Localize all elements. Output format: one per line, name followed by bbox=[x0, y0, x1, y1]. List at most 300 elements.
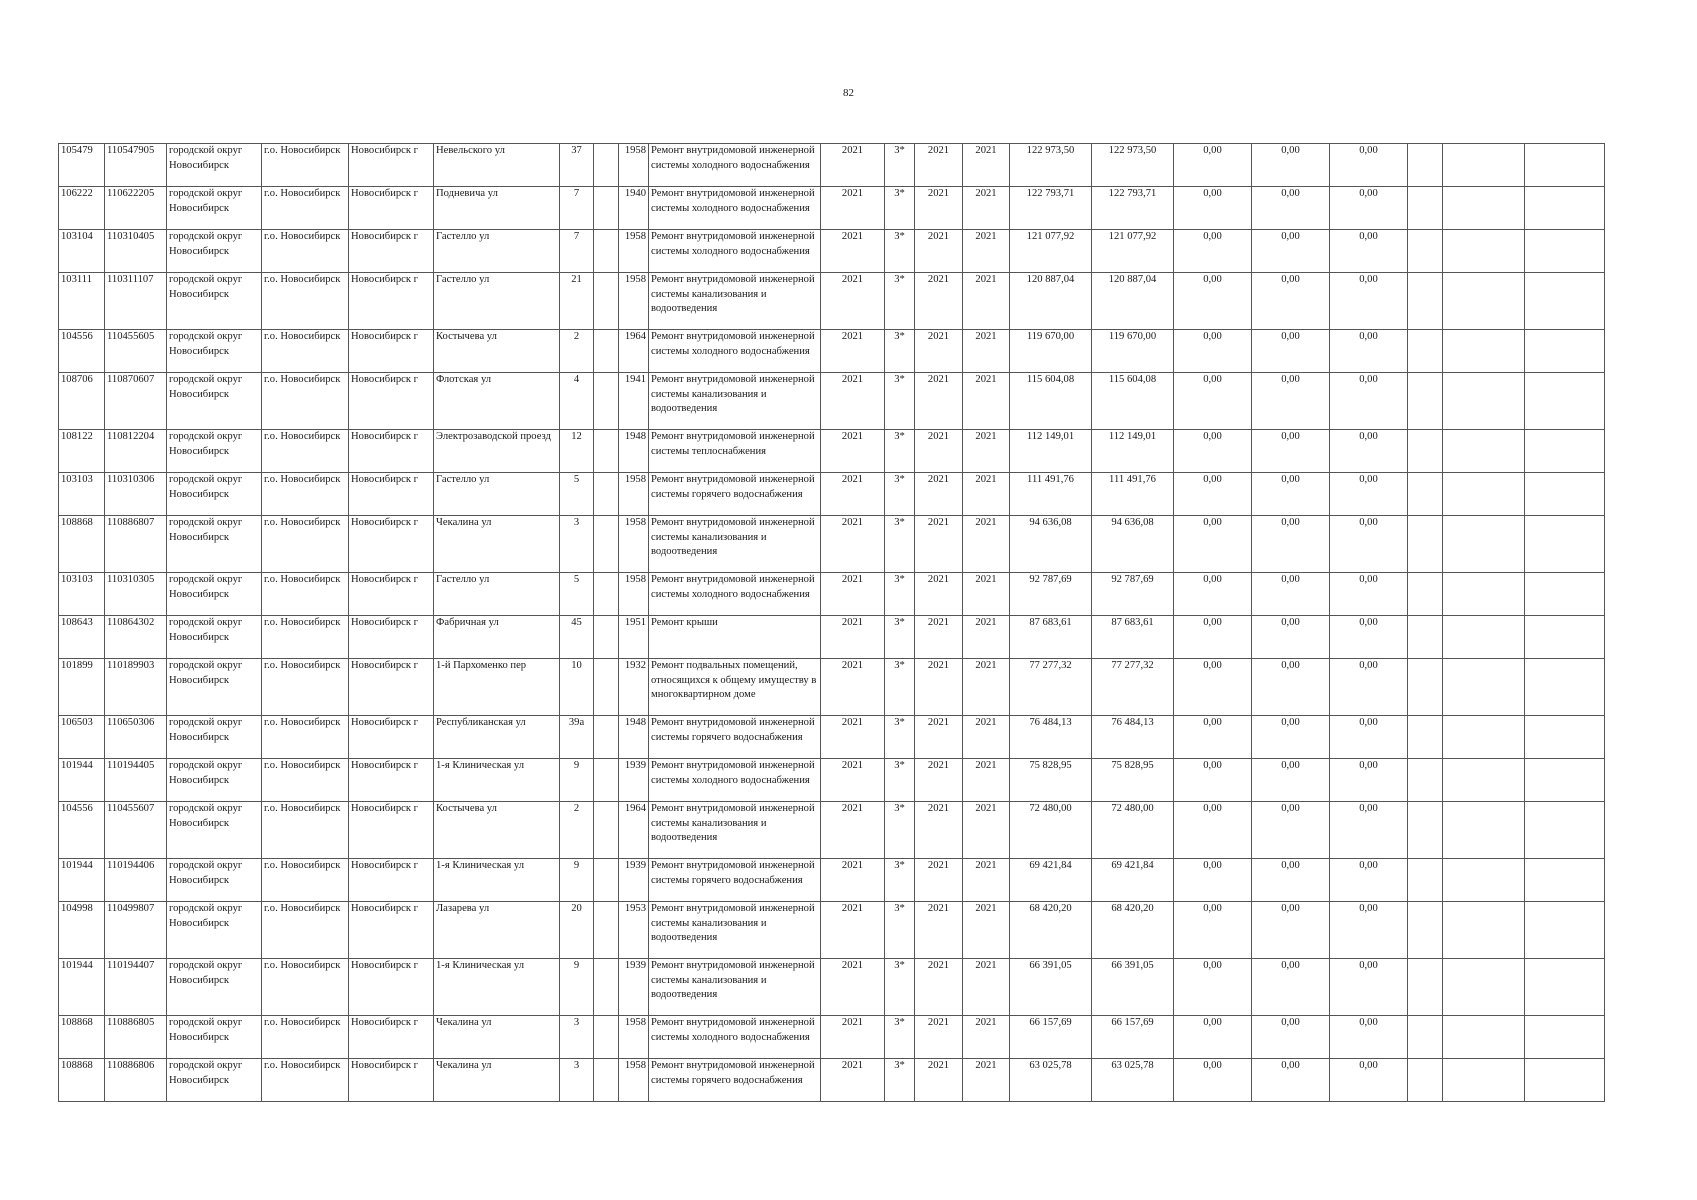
cell-empty bbox=[594, 144, 619, 187]
cell-fund-2: 0,00 bbox=[1252, 430, 1330, 473]
cell-extra-3 bbox=[1525, 273, 1605, 330]
cell-street: Гастелло ул bbox=[434, 573, 560, 616]
cell-work-type: Ремонт внутридомовой инженерной системы холодного водоснабжения bbox=[649, 759, 821, 802]
cell-extra-3 bbox=[1525, 802, 1605, 859]
cell-year-start: 2021 bbox=[821, 430, 885, 473]
cell-extra-1 bbox=[1408, 959, 1443, 1016]
cell-empty bbox=[594, 616, 619, 659]
cell-mark: 3* bbox=[885, 516, 915, 573]
cell-empty bbox=[594, 959, 619, 1016]
cell-code: 110310306 bbox=[105, 473, 167, 516]
cell-sum-fund: 75 828,95 bbox=[1092, 759, 1174, 802]
cell-year-end: 2021 bbox=[963, 716, 1010, 759]
cell-code: 110870607 bbox=[105, 373, 167, 430]
cell-id: 104998 bbox=[59, 902, 105, 959]
cell-municipality-short: г.о. Новосибирск bbox=[262, 330, 349, 373]
cell-extra-2 bbox=[1443, 273, 1525, 330]
table-row bbox=[59, 573, 1605, 616]
cell-code: 110194407 bbox=[105, 959, 167, 1016]
cell-code: 110310305 bbox=[105, 573, 167, 616]
cell-code: 110622205 bbox=[105, 187, 167, 230]
cell-city: Новосибирск г bbox=[349, 573, 434, 616]
cell-fund-3: 0,00 bbox=[1330, 330, 1408, 373]
page-number: 82 bbox=[843, 87, 854, 99]
cell-street: Республиканская ул bbox=[434, 716, 560, 759]
cell-extra-3 bbox=[1525, 659, 1605, 716]
cell-municipality: городской округ Новосибирск bbox=[167, 330, 262, 373]
cell-extra-1 bbox=[1408, 859, 1443, 902]
cell-sum-fund: 72 480,00 bbox=[1092, 802, 1174, 859]
cell-fund-2: 0,00 bbox=[1252, 187, 1330, 230]
cell-fund-2: 0,00 bbox=[1252, 716, 1330, 759]
cell-fund-3: 0,00 bbox=[1330, 759, 1408, 802]
cell-municipality: городской округ Новосибирск bbox=[167, 573, 262, 616]
cell-street: 1-я Клиническая ул bbox=[434, 759, 560, 802]
cell-sum-total: 122 973,50 bbox=[1010, 144, 1092, 187]
cell-work-type: Ремонт подвальных помещений, относящихся к общему имуществу в многоквартирном доме bbox=[649, 659, 821, 716]
cell-house: 9 bbox=[560, 759, 594, 802]
cell-work-type: Ремонт внутридомовой инженерной системы холодного водоснабжения bbox=[649, 144, 821, 187]
cell-street: Фабричная ул bbox=[434, 616, 560, 659]
cell-year-end: 2021 bbox=[963, 1059, 1010, 1102]
cell-mark: 3* bbox=[885, 273, 915, 330]
table-row bbox=[59, 373, 1605, 430]
cell-build-year: 1964 bbox=[619, 330, 649, 373]
cell-house: 5 bbox=[560, 473, 594, 516]
cell-mark: 3* bbox=[885, 802, 915, 859]
cell-sum-total: 92 787,69 bbox=[1010, 573, 1092, 616]
cell-id: 108643 bbox=[59, 616, 105, 659]
cell-year-start: 2021 bbox=[821, 330, 885, 373]
cell-year-end: 2021 bbox=[963, 959, 1010, 1016]
cell-id: 103104 bbox=[59, 230, 105, 273]
cell-municipality: городской округ Новосибирск bbox=[167, 616, 262, 659]
cell-street: 1-я Клиническая ул bbox=[434, 959, 560, 1016]
cell-id: 103111 bbox=[59, 273, 105, 330]
cell-work-type: Ремонт внутридомовой инженерной системы горячего водоснабжения bbox=[649, 716, 821, 759]
cell-year-start: 2021 bbox=[821, 1059, 885, 1102]
cell-house: 20 bbox=[560, 902, 594, 959]
cell-sum-fund: 111 491,76 bbox=[1092, 473, 1174, 516]
cell-extra-1 bbox=[1408, 716, 1443, 759]
cell-extra-3 bbox=[1525, 1059, 1605, 1102]
cell-extra-2 bbox=[1443, 230, 1525, 273]
cell-extra-2 bbox=[1443, 759, 1525, 802]
cell-year-plan: 2021 bbox=[915, 1016, 963, 1059]
cell-build-year: 1948 bbox=[619, 716, 649, 759]
cell-extra-3 bbox=[1525, 473, 1605, 516]
cell-extra-1 bbox=[1408, 516, 1443, 573]
cell-municipality: городской округ Новосибирск bbox=[167, 859, 262, 902]
cell-mark: 3* bbox=[885, 473, 915, 516]
cell-municipality-short: г.о. Новосибирск bbox=[262, 430, 349, 473]
cell-work-type: Ремонт внутридомовой инженерной системы теплоснабжения bbox=[649, 430, 821, 473]
cell-municipality-short: г.о. Новосибирск bbox=[262, 230, 349, 273]
cell-municipality-short: г.о. Новосибирск bbox=[262, 373, 349, 430]
cell-municipality-short: г.о. Новосибирск bbox=[262, 516, 349, 573]
cell-build-year: 1958 bbox=[619, 144, 649, 187]
cell-house: 7 bbox=[560, 230, 594, 273]
cell-build-year: 1940 bbox=[619, 187, 649, 230]
cell-sum-total: 69 421,84 bbox=[1010, 859, 1092, 902]
cell-fund-3: 0,00 bbox=[1330, 802, 1408, 859]
cell-extra-2 bbox=[1443, 330, 1525, 373]
cell-empty bbox=[594, 1059, 619, 1102]
cell-year-plan: 2021 bbox=[915, 516, 963, 573]
cell-build-year: 1958 bbox=[619, 473, 649, 516]
cell-municipality-short: г.о. Новосибирск bbox=[262, 759, 349, 802]
cell-year-end: 2021 bbox=[963, 859, 1010, 902]
cell-id: 104556 bbox=[59, 802, 105, 859]
cell-build-year: 1958 bbox=[619, 1059, 649, 1102]
cell-city: Новосибирск г bbox=[349, 759, 434, 802]
cell-mark: 3* bbox=[885, 902, 915, 959]
cell-house: 7 bbox=[560, 187, 594, 230]
cell-extra-1 bbox=[1408, 330, 1443, 373]
cell-house: 37 bbox=[560, 144, 594, 187]
cell-extra-2 bbox=[1443, 659, 1525, 716]
cell-fund-3: 0,00 bbox=[1330, 1016, 1408, 1059]
cell-work-type: Ремонт внутридомовой инженерной системы холодного водоснабжения bbox=[649, 187, 821, 230]
cell-empty bbox=[594, 802, 619, 859]
cell-city: Новосибирск г bbox=[349, 373, 434, 430]
cell-mark: 3* bbox=[885, 759, 915, 802]
cell-municipality: городской округ Новосибирск bbox=[167, 759, 262, 802]
cell-id: 106503 bbox=[59, 716, 105, 759]
cell-empty bbox=[594, 659, 619, 716]
cell-year-plan: 2021 bbox=[915, 473, 963, 516]
cell-year-end: 2021 bbox=[963, 573, 1010, 616]
cell-work-type: Ремонт внутридомовой инженерной системы холодного водоснабжения bbox=[649, 1016, 821, 1059]
cell-extra-2 bbox=[1443, 144, 1525, 187]
cell-sum-total: 112 149,01 bbox=[1010, 430, 1092, 473]
cell-work-type: Ремонт внутридомовой инженерной системы холодного водоснабжения bbox=[649, 230, 821, 273]
cell-work-type: Ремонт внутридомовой инженерной системы канализования и водоотведения bbox=[649, 959, 821, 1016]
cell-extra-3 bbox=[1525, 716, 1605, 759]
cell-build-year: 1958 bbox=[619, 573, 649, 616]
cell-mark: 3* bbox=[885, 859, 915, 902]
cell-fund-2: 0,00 bbox=[1252, 1016, 1330, 1059]
cell-fund-1: 0,00 bbox=[1174, 516, 1252, 573]
cell-fund-3: 0,00 bbox=[1330, 859, 1408, 902]
cell-sum-fund: 119 670,00 bbox=[1092, 330, 1174, 373]
cell-year-end: 2021 bbox=[963, 430, 1010, 473]
cell-build-year: 1958 bbox=[619, 230, 649, 273]
cell-house: 3 bbox=[560, 1059, 594, 1102]
capital-repair-table bbox=[58, 143, 1605, 1102]
cell-mark: 3* bbox=[885, 573, 915, 616]
cell-house: 3 bbox=[560, 1016, 594, 1059]
cell-fund-2: 0,00 bbox=[1252, 230, 1330, 273]
cell-empty bbox=[594, 573, 619, 616]
cell-year-start: 2021 bbox=[821, 516, 885, 573]
cell-fund-1: 0,00 bbox=[1174, 1059, 1252, 1102]
cell-municipality: городской округ Новосибирск bbox=[167, 716, 262, 759]
cell-code: 110886805 bbox=[105, 1016, 167, 1059]
cell-extra-3 bbox=[1525, 430, 1605, 473]
cell-extra-3 bbox=[1525, 230, 1605, 273]
cell-sum-fund: 76 484,13 bbox=[1092, 716, 1174, 759]
cell-sum-fund: 92 787,69 bbox=[1092, 573, 1174, 616]
cell-municipality: городской округ Новосибирск bbox=[167, 144, 262, 187]
cell-sum-fund: 87 683,61 bbox=[1092, 616, 1174, 659]
cell-year-plan: 2021 bbox=[915, 659, 963, 716]
cell-work-type: Ремонт внутридомовой инженерной системы горячего водоснабжения bbox=[649, 1059, 821, 1102]
cell-extra-3 bbox=[1525, 616, 1605, 659]
cell-city: Новосибирск г bbox=[349, 659, 434, 716]
cell-sum-total: 66 157,69 bbox=[1010, 1016, 1092, 1059]
cell-fund-2: 0,00 bbox=[1252, 659, 1330, 716]
table-row bbox=[59, 473, 1605, 516]
cell-extra-1 bbox=[1408, 144, 1443, 187]
cell-code: 110547905 bbox=[105, 144, 167, 187]
cell-street: 1-я Клиническая ул bbox=[434, 859, 560, 902]
cell-sum-total: 122 793,71 bbox=[1010, 187, 1092, 230]
cell-extra-1 bbox=[1408, 1059, 1443, 1102]
cell-empty bbox=[594, 902, 619, 959]
cell-city: Новосибирск г bbox=[349, 1016, 434, 1059]
cell-work-type: Ремонт внутридомовой инженерной системы канализования и водоотведения bbox=[649, 516, 821, 573]
cell-build-year: 1939 bbox=[619, 959, 649, 1016]
cell-year-start: 2021 bbox=[821, 573, 885, 616]
cell-street: Чекалина ул bbox=[434, 516, 560, 573]
cell-sum-fund: 94 636,08 bbox=[1092, 516, 1174, 573]
cell-fund-2: 0,00 bbox=[1252, 144, 1330, 187]
cell-fund-1: 0,00 bbox=[1174, 273, 1252, 330]
cell-build-year: 1953 bbox=[619, 902, 649, 959]
cell-fund-3: 0,00 bbox=[1330, 230, 1408, 273]
cell-sum-total: 115 604,08 bbox=[1010, 373, 1092, 430]
cell-sum-total: 66 391,05 bbox=[1010, 959, 1092, 1016]
cell-fund-3: 0,00 bbox=[1330, 273, 1408, 330]
cell-empty bbox=[594, 330, 619, 373]
cell-fund-1: 0,00 bbox=[1174, 430, 1252, 473]
cell-sum-total: 87 683,61 bbox=[1010, 616, 1092, 659]
cell-fund-2: 0,00 bbox=[1252, 373, 1330, 430]
cell-house: 9 bbox=[560, 959, 594, 1016]
cell-fund-1: 0,00 bbox=[1174, 144, 1252, 187]
cell-fund-3: 0,00 bbox=[1330, 144, 1408, 187]
cell-mark: 3* bbox=[885, 1059, 915, 1102]
cell-id: 103103 bbox=[59, 573, 105, 616]
table-row bbox=[59, 902, 1605, 959]
cell-year-start: 2021 bbox=[821, 1016, 885, 1059]
cell-fund-3: 0,00 bbox=[1330, 902, 1408, 959]
cell-id: 103103 bbox=[59, 473, 105, 516]
cell-extra-2 bbox=[1443, 616, 1525, 659]
cell-fund-2: 0,00 bbox=[1252, 330, 1330, 373]
cell-work-type: Ремонт крыши bbox=[649, 616, 821, 659]
cell-street: Гастелло ул bbox=[434, 273, 560, 330]
cell-empty bbox=[594, 273, 619, 330]
cell-street: Невельского ул bbox=[434, 144, 560, 187]
table-row bbox=[59, 187, 1605, 230]
cell-build-year: 1941 bbox=[619, 373, 649, 430]
cell-fund-3: 0,00 bbox=[1330, 473, 1408, 516]
cell-street: Гастелло ул bbox=[434, 473, 560, 516]
cell-year-plan: 2021 bbox=[915, 616, 963, 659]
cell-year-plan: 2021 bbox=[915, 1059, 963, 1102]
cell-extra-1 bbox=[1408, 373, 1443, 430]
cell-sum-total: 121 077,92 bbox=[1010, 230, 1092, 273]
cell-extra-2 bbox=[1443, 716, 1525, 759]
cell-extra-3 bbox=[1525, 902, 1605, 959]
cell-mark: 3* bbox=[885, 716, 915, 759]
cell-sum-total: 111 491,76 bbox=[1010, 473, 1092, 516]
cell-year-end: 2021 bbox=[963, 187, 1010, 230]
cell-fund-1: 0,00 bbox=[1174, 230, 1252, 273]
cell-sum-total: 75 828,95 bbox=[1010, 759, 1092, 802]
cell-street: Флотская ул bbox=[434, 373, 560, 430]
cell-house: 12 bbox=[560, 430, 594, 473]
cell-id: 108122 bbox=[59, 430, 105, 473]
cell-year-start: 2021 bbox=[821, 473, 885, 516]
cell-street: 1-й Пархоменко пер bbox=[434, 659, 560, 716]
cell-sum-fund: 121 077,92 bbox=[1092, 230, 1174, 273]
cell-extra-1 bbox=[1408, 616, 1443, 659]
cell-year-end: 2021 bbox=[963, 473, 1010, 516]
cell-sum-total: 120 887,04 bbox=[1010, 273, 1092, 330]
cell-sum-total: 119 670,00 bbox=[1010, 330, 1092, 373]
cell-extra-2 bbox=[1443, 430, 1525, 473]
cell-extra-1 bbox=[1408, 902, 1443, 959]
cell-empty bbox=[594, 373, 619, 430]
cell-street: Чекалина ул bbox=[434, 1059, 560, 1102]
table-row bbox=[59, 516, 1605, 573]
cell-municipality-short: г.о. Новосибирск bbox=[262, 859, 349, 902]
cell-sum-fund: 115 604,08 bbox=[1092, 373, 1174, 430]
cell-municipality-short: г.о. Новосибирск bbox=[262, 659, 349, 716]
cell-year-plan: 2021 bbox=[915, 902, 963, 959]
cell-year-start: 2021 bbox=[821, 716, 885, 759]
cell-empty bbox=[594, 187, 619, 230]
cell-extra-2 bbox=[1443, 859, 1525, 902]
cell-fund-1: 0,00 bbox=[1174, 859, 1252, 902]
cell-extra-3 bbox=[1525, 1016, 1605, 1059]
cell-year-plan: 2021 bbox=[915, 959, 963, 1016]
cell-fund-1: 0,00 bbox=[1174, 330, 1252, 373]
cell-fund-1: 0,00 bbox=[1174, 659, 1252, 716]
cell-fund-2: 0,00 bbox=[1252, 802, 1330, 859]
cell-sum-total: 77 277,32 bbox=[1010, 659, 1092, 716]
cell-sum-total: 76 484,13 bbox=[1010, 716, 1092, 759]
cell-fund-1: 0,00 bbox=[1174, 616, 1252, 659]
cell-street: Гастелло ул bbox=[434, 230, 560, 273]
table-row bbox=[59, 230, 1605, 273]
cell-fund-3: 0,00 bbox=[1330, 659, 1408, 716]
cell-fund-2: 0,00 bbox=[1252, 859, 1330, 902]
table-row bbox=[59, 1016, 1605, 1059]
cell-extra-2 bbox=[1443, 373, 1525, 430]
cell-year-start: 2021 bbox=[821, 802, 885, 859]
cell-sum-fund: 120 887,04 bbox=[1092, 273, 1174, 330]
cell-sum-fund: 112 149,01 bbox=[1092, 430, 1174, 473]
cell-id: 101899 bbox=[59, 659, 105, 716]
cell-extra-1 bbox=[1408, 473, 1443, 516]
cell-extra-3 bbox=[1525, 144, 1605, 187]
cell-extra-2 bbox=[1443, 1059, 1525, 1102]
cell-sum-fund: 122 793,71 bbox=[1092, 187, 1174, 230]
cell-year-end: 2021 bbox=[963, 516, 1010, 573]
cell-extra-2 bbox=[1443, 959, 1525, 1016]
cell-city: Новосибирск г bbox=[349, 1059, 434, 1102]
cell-year-start: 2021 bbox=[821, 759, 885, 802]
cell-code: 110310405 bbox=[105, 230, 167, 273]
cell-work-type: Ремонт внутридомовой инженерной системы канализования и водоотведения bbox=[649, 273, 821, 330]
table-row bbox=[59, 616, 1605, 659]
cell-id: 101944 bbox=[59, 759, 105, 802]
cell-fund-2: 0,00 bbox=[1252, 959, 1330, 1016]
cell-municipality-short: г.о. Новосибирск bbox=[262, 1016, 349, 1059]
cell-fund-3: 0,00 bbox=[1330, 959, 1408, 1016]
cell-work-type: Ремонт внутридомовой инженерной системы канализования и водоотведения bbox=[649, 902, 821, 959]
cell-fund-1: 0,00 bbox=[1174, 473, 1252, 516]
cell-extra-1 bbox=[1408, 1016, 1443, 1059]
cell-sum-total: 63 025,78 bbox=[1010, 1059, 1092, 1102]
cell-fund-1: 0,00 bbox=[1174, 573, 1252, 616]
cell-empty bbox=[594, 473, 619, 516]
cell-house: 3 bbox=[560, 516, 594, 573]
table-body bbox=[59, 144, 1605, 1102]
cell-fund-1: 0,00 bbox=[1174, 1016, 1252, 1059]
cell-fund-3: 0,00 bbox=[1330, 573, 1408, 616]
cell-id: 104556 bbox=[59, 330, 105, 373]
cell-street: Чекалина ул bbox=[434, 1016, 560, 1059]
cell-year-end: 2021 bbox=[963, 759, 1010, 802]
cell-municipality: городской округ Новосибирск bbox=[167, 902, 262, 959]
cell-empty bbox=[594, 230, 619, 273]
cell-municipality-short: г.о. Новосибирск bbox=[262, 187, 349, 230]
table-row bbox=[59, 959, 1605, 1016]
cell-municipality-short: г.о. Новосибирск bbox=[262, 802, 349, 859]
cell-year-start: 2021 bbox=[821, 659, 885, 716]
cell-extra-1 bbox=[1408, 187, 1443, 230]
cell-extra-2 bbox=[1443, 1016, 1525, 1059]
cell-sum-total: 94 636,08 bbox=[1010, 516, 1092, 573]
cell-year-end: 2021 bbox=[963, 802, 1010, 859]
cell-mark: 3* bbox=[885, 230, 915, 273]
cell-code: 110886806 bbox=[105, 1059, 167, 1102]
cell-empty bbox=[594, 759, 619, 802]
cell-house: 21 bbox=[560, 273, 594, 330]
cell-street: Подневича ул bbox=[434, 187, 560, 230]
cell-build-year: 1939 bbox=[619, 859, 649, 902]
cell-municipality: городской округ Новосибирск bbox=[167, 373, 262, 430]
cell-municipality: городской округ Новосибирск bbox=[167, 1016, 262, 1059]
cell-house: 4 bbox=[560, 373, 594, 430]
cell-street: Электрозаводской проезд bbox=[434, 430, 560, 473]
cell-house: 2 bbox=[560, 330, 594, 373]
cell-city: Новосибирск г bbox=[349, 273, 434, 330]
cell-extra-2 bbox=[1443, 573, 1525, 616]
cell-house: 45 bbox=[560, 616, 594, 659]
cell-id: 108868 bbox=[59, 1059, 105, 1102]
cell-mark: 3* bbox=[885, 1016, 915, 1059]
cell-extra-3 bbox=[1525, 330, 1605, 373]
cell-municipality: городской округ Новосибирск bbox=[167, 802, 262, 859]
cell-build-year: 1958 bbox=[619, 516, 649, 573]
table-row bbox=[59, 144, 1605, 187]
cell-mark: 3* bbox=[885, 330, 915, 373]
cell-extra-2 bbox=[1443, 902, 1525, 959]
cell-code: 110194405 bbox=[105, 759, 167, 802]
cell-sum-fund: 69 421,84 bbox=[1092, 859, 1174, 902]
cell-code: 110311107 bbox=[105, 273, 167, 330]
cell-fund-3: 0,00 bbox=[1330, 430, 1408, 473]
cell-build-year: 1964 bbox=[619, 802, 649, 859]
cell-municipality-short: г.о. Новосибирск bbox=[262, 959, 349, 1016]
cell-extra-3 bbox=[1525, 959, 1605, 1016]
